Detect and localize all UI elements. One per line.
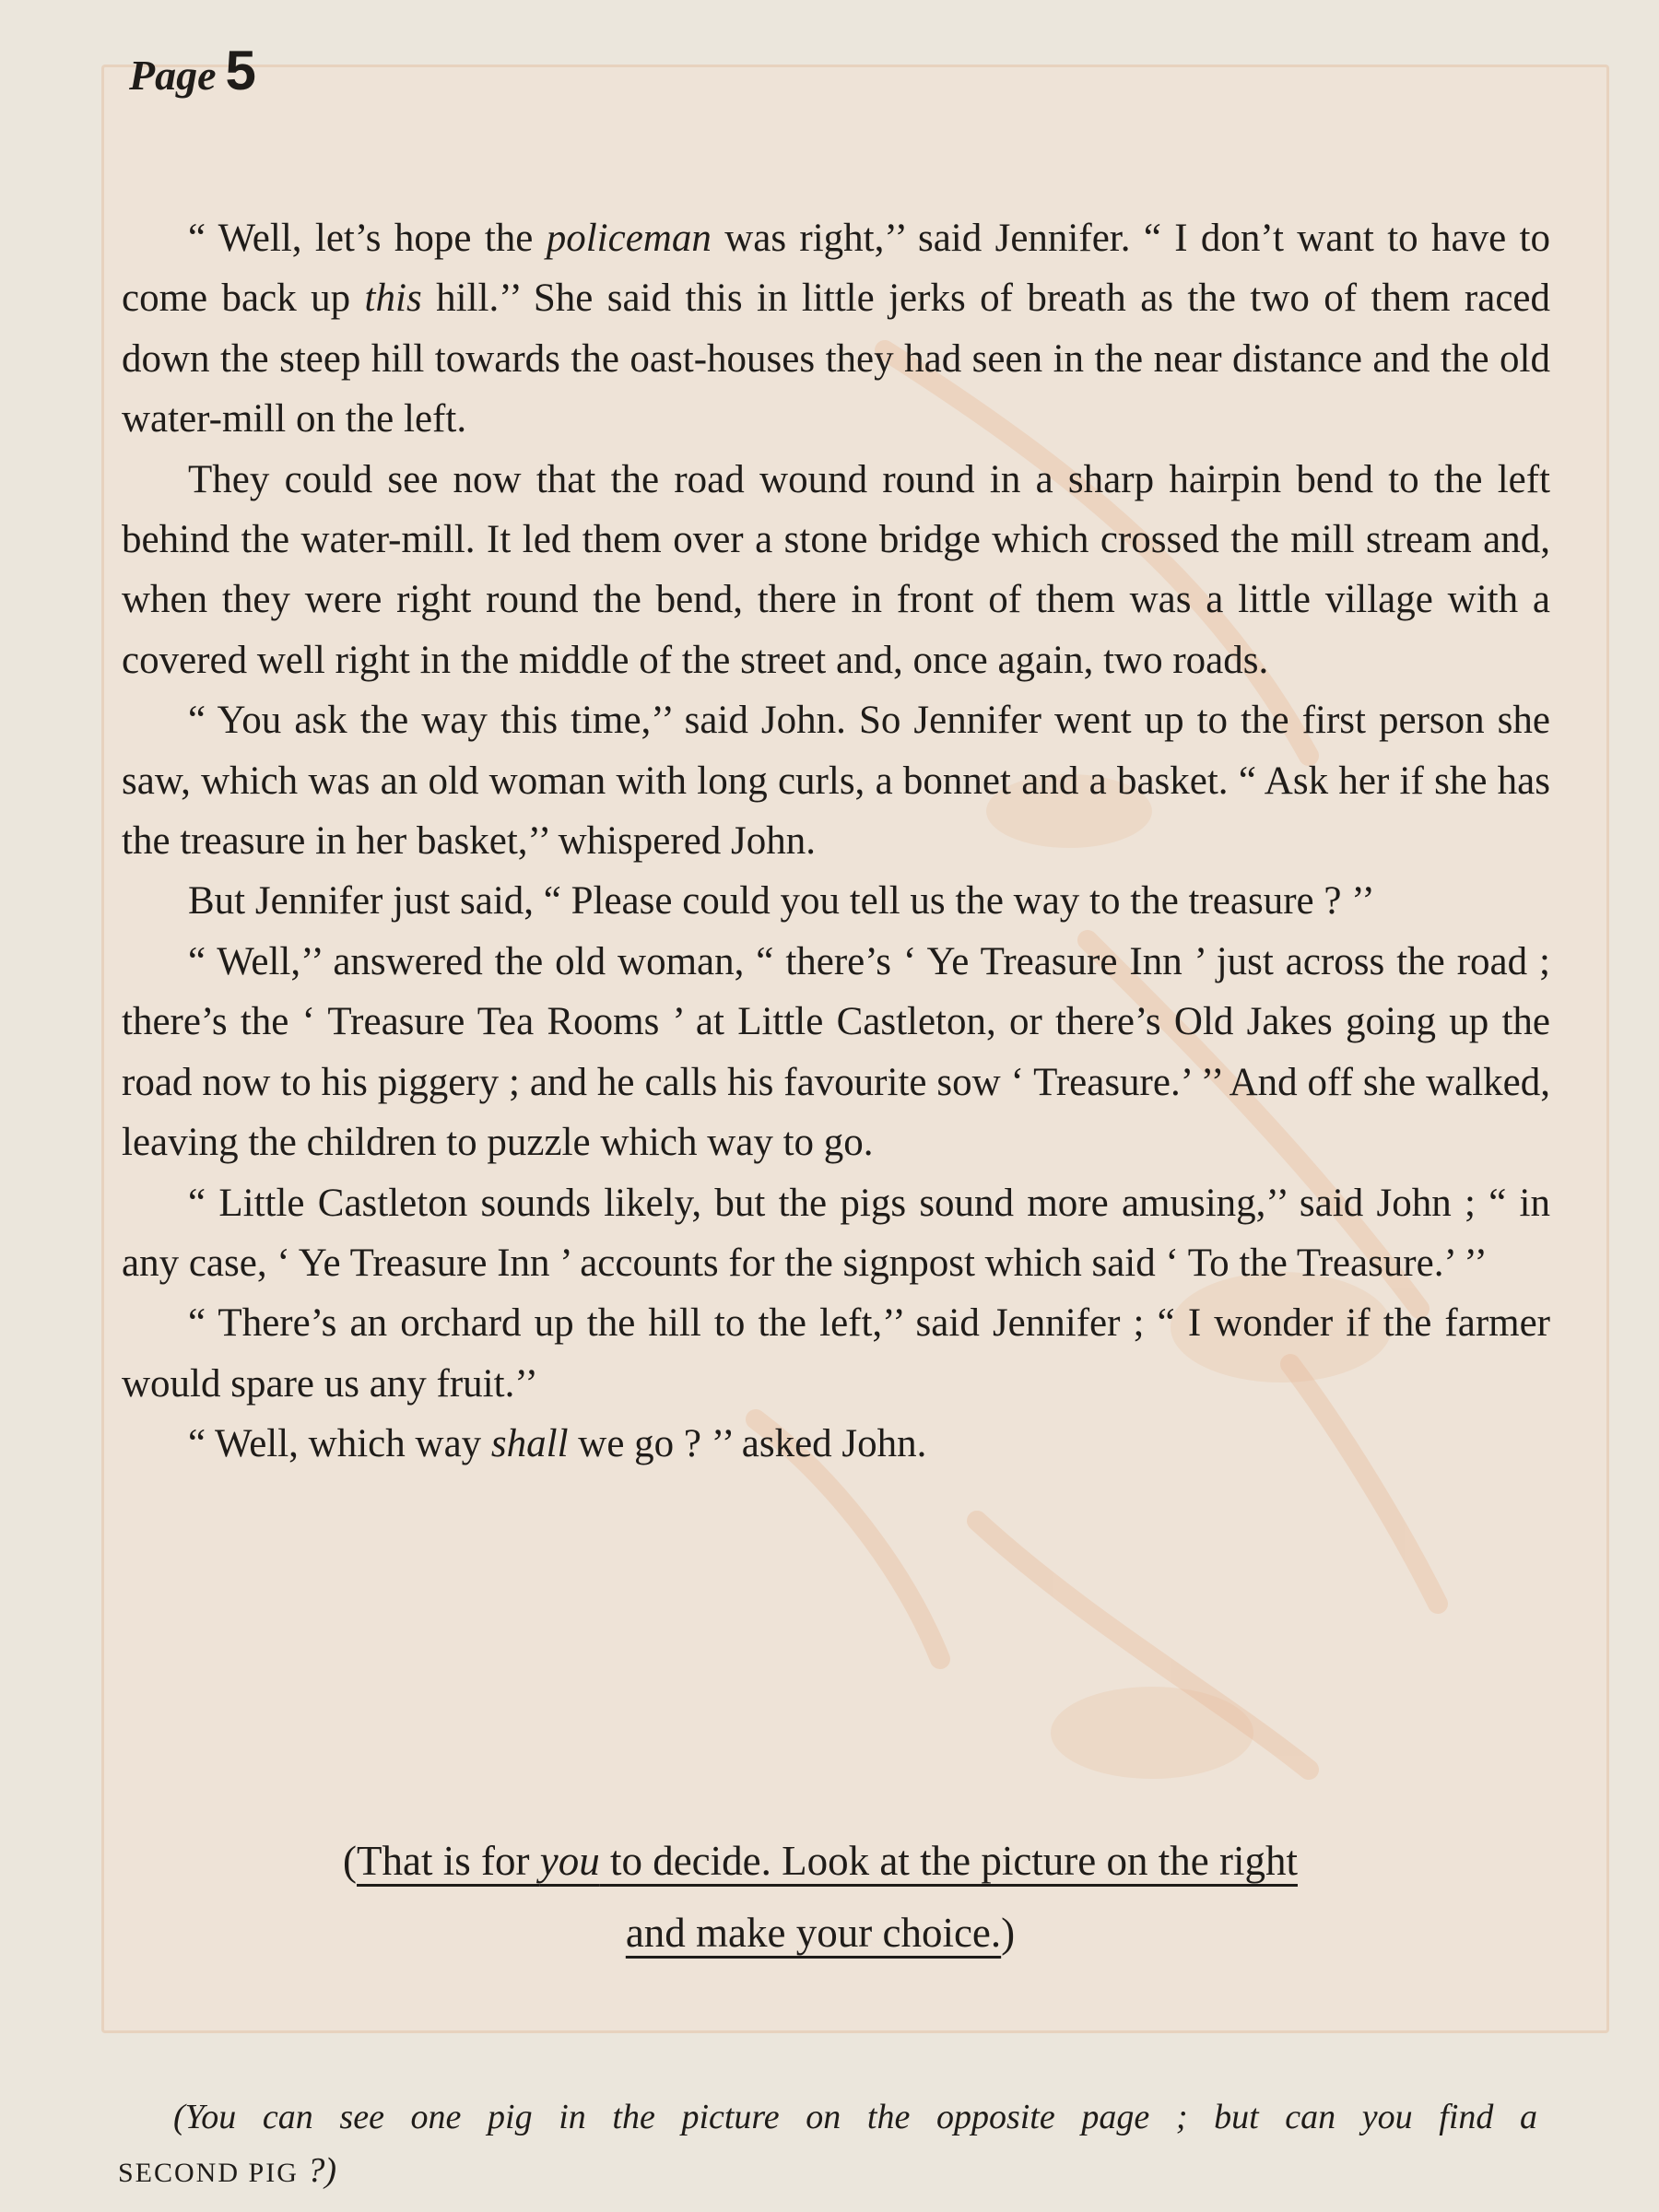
- paragraph: “ Well,’’ answered the old woman, “ there’s ‘ Ye Treasure Inn ’ just across the road ; there’s the ‘ Treasure Tea Rooms ’ at Little Castleton, or there’s Old Jakes going up the road now to his piggery ; and he calls his favourite sow ‘ Treasure.’ ’’ And off she walked, leaving the children to puzzle which way to go.: [122, 939, 1550, 1165]
- page-label: Page: [129, 52, 217, 99]
- footnote-line-2: SECOND PIG ?): [118, 2151, 337, 2190]
- footnote: [118, 2090, 1537, 2200]
- paragraph: “ Little Castleton sounds likely, but the pigs sound more amusing,’’ said John ; “ in any case, ‘ Ye Treasure Inn ’ accounts for the signpost which said ‘ To the Treasure.’ ’’: [122, 1181, 1550, 1285]
- paragraph: “ There’s an orchard up the hill to the left,’’ said Jennifer ; “ I wonder if the farmer would spare us any fruit.’’: [122, 1301, 1550, 1406]
- footnote-line-1: (You can see one pig in the picture on the opposite page ; but can you find a: [173, 2098, 1537, 2136]
- paragraph: “ Well, which way shall we go ? ’’ asked John.: [188, 1422, 927, 1466]
- choice-line-2: and make your choice.): [625, 1910, 1016, 1956]
- page-number-value: 5: [225, 40, 256, 101]
- story-text: [122, 208, 1550, 1475]
- paragraph: “ Well, let’s hope the policeman was right,’’ said Jennifer. “ I don’t want to have to come back up this hill.’’ She said this in little jerks of breath as the two of them raced down the steep hill towards the oast-houses they had seen in the near distance and the old water-mill on the left.: [122, 217, 1550, 441]
- paragraph: They could see now that the road wound round in a sharp hairpin bend to the left behind the water-mill. It led them over a stone bridge which crossed the mill stream and, when they were right round the bend, there in front of them was a little village with a covered well right in the middle of the street and, once again, two roads.: [122, 457, 1550, 682]
- choice-line-1: (That is for you to decide. Look at the picture on the right: [343, 1838, 1298, 1884]
- choice-instruction: [221, 1825, 1419, 1969]
- paragraph: “ You ask the way this time,’’ said John. So Jennifer went up to the first person she saw, which was an old woman with long curls, a bonnet and a basket. “ Ask her if she has the treasure in her basket,’’ whispered John.: [122, 699, 1550, 864]
- page-number: [129, 39, 256, 102]
- paragraph: But Jennifer just said, “ Please could you tell us the way to the treasure ? ’’: [188, 879, 1375, 924]
